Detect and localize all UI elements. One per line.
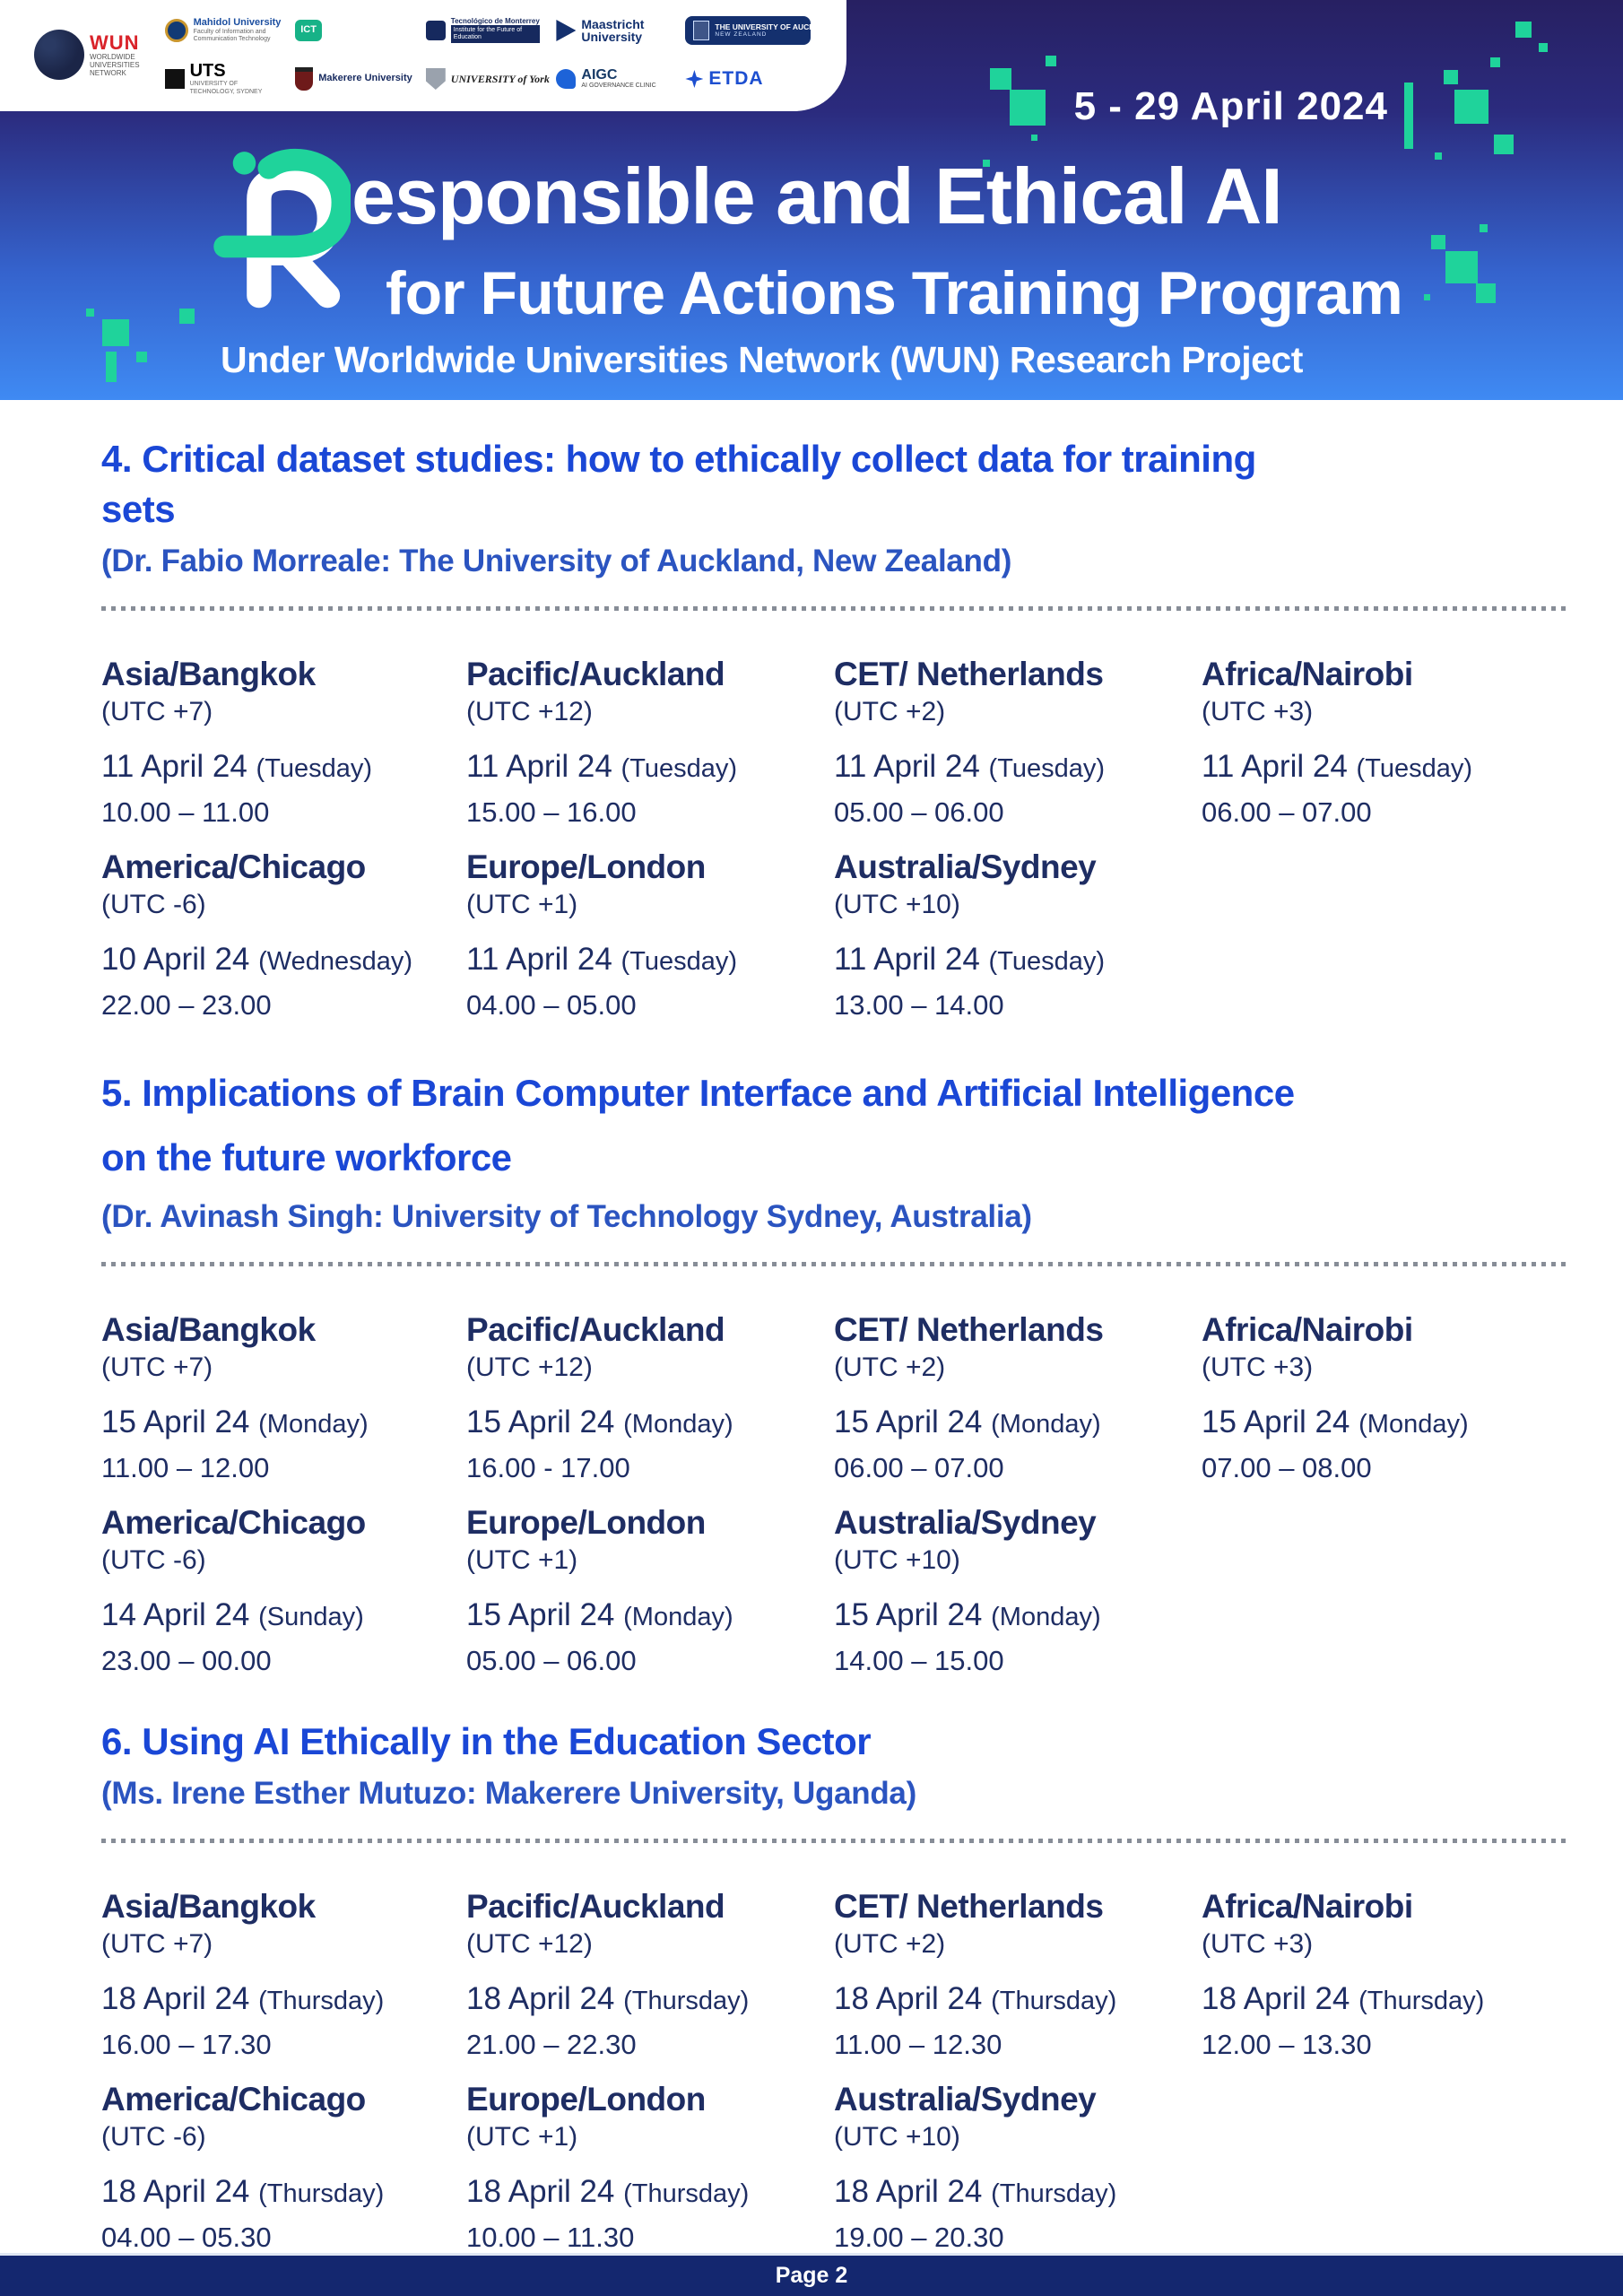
timezone-name: CET/ Netherlands (834, 1311, 1104, 1349)
date-text: 18 April 24 (101, 2174, 250, 2210)
session-time: 10.00 – 11.30 (466, 2222, 635, 2254)
day-of-week: (Tuesday) (988, 946, 1106, 976)
session-time: 10.00 – 11.00 (101, 796, 270, 828)
utc-offset: (UTC +3) (1202, 1352, 1314, 1383)
stylized-r-logo (212, 136, 351, 317)
session-date (1202, 1980, 1572, 2020)
date-text: 18 April 24 (834, 2174, 983, 2210)
logo-uts-line0: UTS (189, 61, 226, 82)
session-date (834, 748, 1202, 787)
day-of-week: (Tuesday) (621, 753, 738, 783)
timezone-name: Europe/London (466, 848, 706, 885)
session-time: 04.00 – 05.00 (466, 988, 637, 1021)
timezone-name: Pacific/Auckland (466, 1888, 725, 1926)
timezone-name: Pacific/Auckland (466, 655, 725, 692)
session-speaker: (Ms. Irene Esther Mutuzo: Makerere University, Uganda) (101, 1776, 916, 1812)
day-of-week: (Thursday) (1358, 1987, 1485, 2016)
session-speaker: (Dr. Fabio Morreale: The University of Auckland, New Zealand) (101, 543, 1012, 578)
pixel-square-decoration (1480, 224, 1488, 232)
mahidol-logo-icon (165, 19, 188, 42)
dotted-divider (101, 1262, 1567, 1266)
timezone-name: Africa/Nairobi (1202, 1311, 1413, 1349)
logo-etda-line0: ETDA (708, 67, 764, 89)
timezone-cell (101, 1888, 466, 2061)
pixel-square-decoration (1435, 152, 1442, 160)
timezone-name: Asia/Bangkok (101, 1311, 316, 1349)
timezone-name: America/Chicago (101, 1504, 366, 1542)
logo-maastricht-text (581, 18, 664, 43)
logo-mahidol-line1: Faculty of Information and Communication Technology (193, 28, 271, 42)
logo-aigc-line0: AIGC (581, 66, 618, 83)
timezone-cell (834, 656, 1202, 829)
session-date (466, 1980, 834, 2020)
utc-offset: (UTC -6) (101, 889, 206, 919)
timezone-cell (834, 848, 1202, 1022)
day-of-week: (Monday) (623, 1410, 733, 1439)
day-of-week: (Sunday) (258, 1603, 364, 1632)
day-of-week: (Monday) (258, 1410, 369, 1439)
session-date (466, 2173, 834, 2213)
date-text: 11 April 24 (834, 748, 980, 784)
timezone-name: Australia/Sydney (834, 848, 1097, 885)
date-text: 15 April 24 (101, 1405, 250, 1440)
date-range-text: 5 - 29 April 2024 (1073, 84, 1388, 128)
timezone-cell (101, 1311, 466, 1484)
utc-offset: (UTC +7) (101, 1929, 213, 1960)
logo-ict-line0: ICT (300, 24, 317, 36)
pixel-square-decoration (990, 68, 1011, 90)
session-speaker: (Dr. Avinash Singh: University of Technology Sydney, Australia) (101, 1199, 1032, 1235)
footer-bar (0, 2253, 1623, 2296)
program-subtitle: Under Worldwide Universities Network (WUN) Research Project (221, 339, 1303, 380)
pixel-square-decoration (1515, 22, 1532, 38)
logo-auckland-line1: NEW ZEALAND (715, 30, 768, 38)
header-banner (0, 0, 1623, 400)
pixel-square-decoration (1010, 90, 1046, 126)
day-of-week: (Thursday) (623, 2179, 750, 2209)
logo-york-text (451, 74, 550, 85)
day-of-week: (Thursday) (623, 1987, 750, 2016)
pixel-square-decoration (1494, 135, 1514, 154)
utc-offset: (UTC +12) (466, 696, 593, 726)
session-time: 12.00 – 13.30 (1202, 2029, 1372, 2061)
timezone-cell (834, 2081, 1202, 2254)
logo-york (426, 68, 550, 90)
timezone-row (101, 656, 1572, 829)
logo-wun (34, 30, 143, 80)
logo-auckland-line0: THE UNIVERSITY OF AUCKLAND (715, 22, 836, 31)
session-time: 04.00 – 05.30 (101, 2222, 272, 2254)
session-title: 6. Using AI Ethically in the Education Sector (101, 1720, 872, 1763)
day-of-week: (Tuesday) (256, 753, 373, 783)
day-of-week: (Thursday) (258, 1987, 385, 2016)
session-time: 16.00 – 17.30 (101, 2029, 272, 2061)
timezone-name: CET/ Netherlands (834, 655, 1104, 692)
timezone-name: Pacific/Auckland (466, 1311, 725, 1349)
timezone-name: America/Chicago (101, 848, 366, 885)
session-time: 23.00 – 00.00 (101, 1645, 272, 1677)
timezone-cell (466, 2081, 834, 2254)
utc-offset: (UTC +10) (834, 1545, 960, 1576)
logo-wun-line0: WUN (90, 30, 140, 54)
date-text: 15 April 24 (1202, 1405, 1350, 1440)
session-time: 22.00 – 23.00 (101, 988, 272, 1021)
day-of-week: (Tuesday) (1356, 753, 1473, 783)
pixel-square-decoration (1490, 57, 1500, 67)
logo-aigc-line1: AI GOVERNANCE CLINIC (581, 83, 656, 90)
utc-offset: (UTC +2) (834, 1352, 946, 1383)
utc-offset: (UTC +12) (466, 1929, 593, 1960)
logo-wun-line1: WORLDWIDE UNIVERSITIES NETWORK (90, 52, 140, 78)
logo-uts-text (190, 62, 274, 95)
day-of-week: (Monday) (991, 1603, 1101, 1632)
program-title-line2: for Future Actions Training Program (386, 259, 1402, 327)
pixel-square-decoration (1539, 43, 1548, 52)
logo-maastricht (556, 18, 664, 43)
session-time: 05.00 – 06.00 (834, 796, 1004, 828)
dotted-divider (101, 606, 1567, 611)
logo-tec-line1: Institute for the Future of Education (451, 25, 540, 43)
pixel-square-decoration (1046, 56, 1056, 66)
utc-offset: (UTC +1) (466, 2122, 578, 2152)
date-text: 11 April 24 (834, 941, 980, 977)
logo-makerere (295, 67, 412, 91)
pixel-square-decoration (1431, 235, 1445, 249)
session-time: 21.00 – 22.30 (466, 2029, 637, 2061)
pixel-square-decoration (179, 309, 195, 324)
utc-offset: (UTC -6) (101, 2122, 206, 2152)
timezone-name: Australia/Sydney (834, 1504, 1097, 1542)
session-time: 15.00 – 16.00 (466, 796, 637, 828)
day-of-week: (Monday) (623, 1603, 733, 1632)
date-text: 18 April 24 (834, 1981, 983, 2017)
session-time: 13.00 – 14.00 (834, 988, 1004, 1021)
session-date (1202, 1404, 1572, 1443)
timezone-cell (466, 1888, 834, 2061)
logo-aigc (556, 68, 664, 91)
session-5 (101, 1061, 1572, 1677)
date-text: 15 April 24 (466, 1597, 615, 1633)
timezone-name: Europe/London (466, 1504, 706, 1542)
session-time: 14.00 – 15.00 (834, 1645, 1004, 1677)
timezone-name: Asia/Bangkok (101, 1888, 316, 1926)
timezone-name: Africa/Nairobi (1202, 655, 1413, 692)
timezone-cell (101, 848, 466, 1022)
timezone-cell (466, 1504, 834, 1677)
logo-wun-text (90, 32, 143, 78)
date-text: 14 April 24 (101, 1597, 250, 1633)
date-text: 10 April 24 (101, 941, 250, 977)
logo-mahidol-line0: Mahidol University (193, 17, 282, 29)
day-of-week: (Monday) (1358, 1410, 1469, 1439)
timezone-row (101, 1504, 1572, 1677)
session-time: 19.00 – 20.30 (834, 2222, 1004, 2254)
pixel-square-decoration (1476, 283, 1496, 303)
utc-offset: (UTC +3) (1202, 1929, 1314, 1960)
logo-makerere-text (318, 74, 412, 84)
timezone-row (101, 2081, 1572, 2254)
utc-offset: (UTC +1) (466, 889, 578, 919)
pixel-square-decoration (1424, 294, 1430, 300)
utc-offset: (UTC +7) (101, 696, 213, 726)
day-of-week: (Wednesday) (258, 946, 413, 976)
timezone-cell (101, 1504, 466, 1677)
day-of-week: (Thursday) (991, 2179, 1117, 2209)
logo-york-line0: UNIVERSITY of York (450, 72, 550, 85)
day-of-week: (Tuesday) (988, 753, 1106, 783)
date-text: 18 April 24 (466, 1981, 615, 2017)
date-text: 18 April 24 (1202, 1981, 1350, 2017)
aigc-logo-icon (556, 69, 576, 89)
session-date (466, 748, 834, 787)
session-date (466, 1404, 834, 1443)
timezone-name: CET/ Netherlands (834, 1888, 1104, 1926)
timezone-cell (1202, 1888, 1572, 2061)
logo-etda (685, 69, 811, 89)
logo-band (0, 0, 846, 111)
utc-offset: (UTC +2) (834, 696, 946, 726)
pixel-square-decoration (102, 319, 129, 346)
timezone-name: Africa/Nairobi (1202, 1888, 1413, 1926)
session-date (101, 748, 466, 787)
session-date (834, 2173, 1202, 2213)
pixel-square-decoration (1454, 90, 1488, 124)
logo-makerere-line0: Makerere University (318, 73, 412, 84)
timezone-name: Asia/Bangkok (101, 655, 316, 692)
session-time: 16.00 - 17.00 (466, 1452, 630, 1484)
york-logo-icon (426, 68, 446, 90)
utc-offset: (UTC +7) (101, 1352, 213, 1383)
timezone-cell (466, 656, 834, 829)
utc-offset: (UTC +12) (466, 1352, 593, 1383)
timezone-cell (834, 1311, 1202, 1484)
timezone-name: America/Chicago (101, 2081, 366, 2118)
timezone-name: Europe/London (466, 2081, 706, 2118)
session-date (1202, 748, 1572, 787)
session-time: 06.00 – 07.00 (834, 1452, 1004, 1484)
timezone-name: Australia/Sydney (834, 2081, 1097, 2118)
session-date (834, 1596, 1202, 1636)
uts-logo-icon (165, 69, 185, 89)
timezone-cell (466, 848, 834, 1022)
program-title-line1: esponsible and Ethical AI (352, 152, 1282, 240)
utc-offset: (UTC +2) (834, 1929, 946, 1960)
logo-tec-text (451, 18, 540, 43)
logo-ict-text (295, 20, 322, 41)
logo-auckland-text (715, 23, 836, 38)
session-time: 07.00 – 08.00 (1202, 1452, 1372, 1484)
date-text: 15 April 24 (466, 1405, 615, 1440)
timezone-cell (834, 1504, 1202, 1677)
timezone-row (101, 1311, 1572, 1484)
date-range-badge (1074, 84, 1388, 129)
pixel-square-decoration (86, 309, 94, 317)
date-text: 11 April 24 (101, 748, 247, 784)
logo-etda-text (708, 69, 763, 89)
etda-logo-icon (685, 70, 703, 88)
timezone-row (101, 1888, 1572, 2061)
session-time: 11.00 – 12.00 (101, 1452, 270, 1484)
logo-uts (165, 62, 274, 95)
logo-mahidol (165, 17, 282, 43)
timezone-cell (834, 1888, 1202, 2061)
timezone-cell (1202, 1311, 1572, 1484)
date-text: 15 April 24 (834, 1405, 983, 1440)
logo-tec-line0: Tecnológico de Monterrey (450, 16, 540, 25)
date-text: 15 April 24 (834, 1597, 983, 1633)
session-date (101, 2173, 466, 2213)
day-of-week: (Tuesday) (621, 946, 738, 976)
utc-offset: (UTC +1) (466, 1545, 578, 1576)
session-time: 05.00 – 06.00 (466, 1645, 637, 1677)
pixel-square-decoration (1445, 251, 1478, 283)
session-time: 06.00 – 07.00 (1202, 796, 1372, 828)
pixel-square-decoration (136, 352, 147, 362)
logo-tec (426, 16, 540, 43)
session-date (101, 941, 466, 980)
maastricht-logo-icon (556, 20, 576, 41)
logo-mahidol-text (194, 18, 282, 43)
pixel-square-decoration (1444, 70, 1458, 84)
logo-auckland (685, 16, 836, 45)
wun-logo-icon (34, 30, 84, 80)
timezone-row (101, 848, 1572, 1022)
session-date (101, 1596, 466, 1636)
date-text: 18 April 24 (466, 2174, 615, 2210)
session-date (834, 1980, 1202, 2020)
pixel-square-decoration (1031, 135, 1037, 141)
session-date (466, 941, 834, 980)
timezone-cell (101, 656, 466, 829)
date-text: 11 April 24 (1202, 748, 1348, 784)
tec-logo-icon (426, 21, 446, 40)
logo-uts-line1: UNIVERSITY OF TECHNOLOGY, SYDNEY (189, 81, 263, 95)
session-date (101, 1980, 466, 2020)
session-date (834, 941, 1202, 980)
timezone-cell (466, 1311, 834, 1484)
timezone-cell (101, 2081, 466, 2254)
timezone-cell (1202, 656, 1572, 829)
dotted-divider (101, 1839, 1567, 1843)
makerere-logo-icon (295, 67, 313, 91)
session-date (834, 1404, 1202, 1443)
logo-aigc-text (581, 68, 655, 91)
session-date (101, 1404, 466, 1443)
session-title: 5. Implications of Brain Computer Interface and Artificial Intelligence on the future workforce (101, 1071, 1295, 1178)
session-4 (101, 434, 1572, 1022)
page-number-label: Page 2 (775, 2263, 848, 2288)
utc-offset: (UTC +3) (1202, 696, 1314, 726)
date-text: 11 April 24 (466, 748, 612, 784)
day-of-week: (Monday) (991, 1410, 1101, 1439)
day-of-week: (Thursday) (991, 1987, 1117, 2016)
logo-ict (295, 20, 404, 41)
day-of-week: (Thursday) (258, 2179, 385, 2209)
session-date (466, 1596, 834, 1636)
date-text: 18 April 24 (101, 1981, 250, 2017)
utc-offset: (UTC +10) (834, 2122, 960, 2152)
logo-maastricht-line0: Maastricht University (581, 17, 645, 44)
sessions-list (101, 400, 1572, 2254)
date-text: 11 April 24 (466, 941, 612, 977)
date-caret-bar (1404, 83, 1413, 149)
utc-offset: (UTC +10) (834, 889, 960, 919)
session-time: 11.00 – 12.30 (834, 2029, 1002, 2061)
auckland-logo-icon (693, 21, 709, 40)
utc-offset: (UTC -6) (101, 1545, 206, 1576)
session-6 (101, 1717, 1572, 2254)
pixel-square-decoration (106, 352, 117, 382)
session-title: 4. Critical dataset studies: how to ethically collect data for training sets (101, 438, 1256, 530)
